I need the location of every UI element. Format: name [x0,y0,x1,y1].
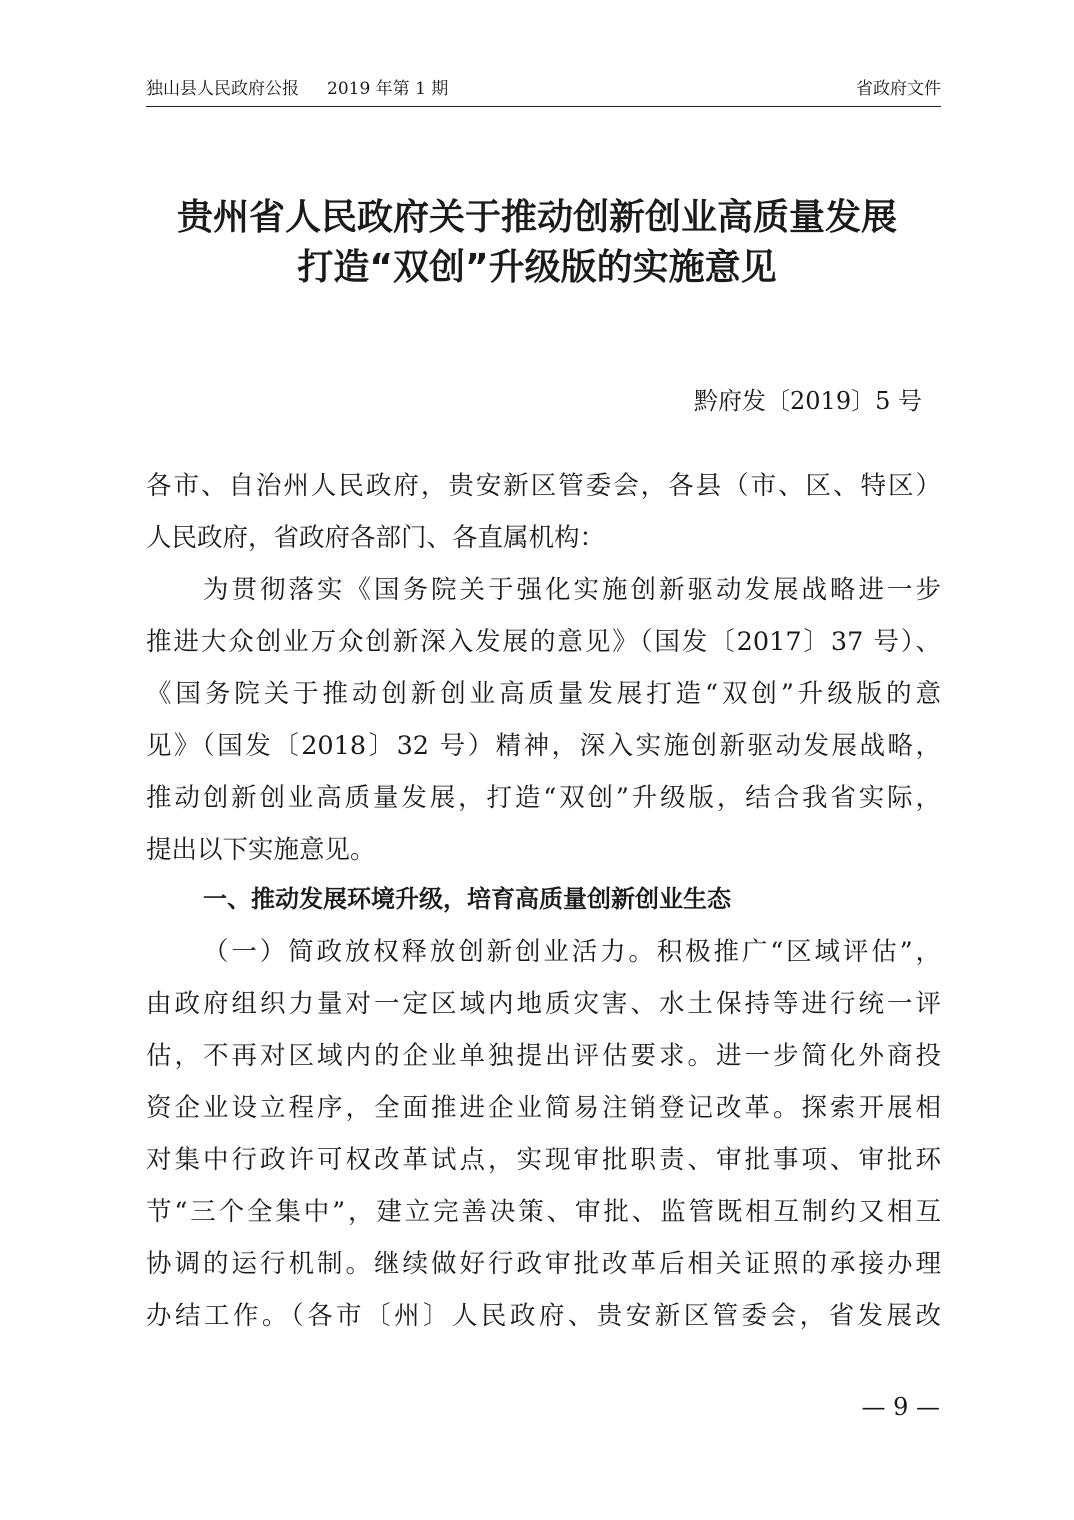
body-line: 对集中行政许可权改革试点，实现审批职责、审批事项、审批环 [146,1145,941,1175]
body-line: 由政府组织力量对一定区域内地质灾害、水土保持等进行统一评 [146,989,941,1019]
section-heading: 一、推动发展环境升级，培育高质量创新创业生态 [203,885,731,913]
running-header [146,78,941,107]
body-line: 协调的运行机制。继续做好行政审批改革后相关证照的承接办理 [146,1249,941,1279]
body-line: 估，不再对区域内的企业单独提出评估要求。进一步简化外商投 [146,1041,941,1071]
page-number: — 9 — [861,1393,940,1421]
document-number: 黔府发〔2019〕5 号 [694,387,922,415]
intro-line: 推进大众创业万众创新深入发展的意见》（国发〔2017〕37 号）、 [146,627,941,657]
body-line: （一）简政放权释放创新创业活力。积极推广“区域评估”， [203,937,941,967]
intro-line: 提出以下实施意见。 [146,835,376,865]
body-line: 节“三个全集中”，建立完善决策、审批、监管既相互制约又相互 [146,1197,941,1227]
intro-line: 为贯彻落实《国务院关于强化实施创新驱动发展战略进一步 [203,575,941,605]
publication-name: 独山县人民政府公报 [146,79,299,99]
issue-number: 2019 年第 1 期 [327,79,449,99]
addressee-line: 各市、自治州人民政府，贵安新区管委会，各县（市、区、特区） [146,471,941,501]
document-title-line-1: 贵州省人民政府关于推动创新创业高质量发展 [176,197,897,238]
document-title-line-2: 打造“双创”升级版的实施意见 [297,247,777,288]
section-name: 省政府文件 [856,79,941,99]
intro-line: 见》（国发〔2018〕32 号）精神，深入实施创新驱动发展战略， [146,731,941,761]
header-left [146,78,448,100]
intro-line: 《国务院关于推动创新创业高质量发展打造“双创”升级版的意 [146,679,941,709]
body-line: 办结工作。（各市〔州〕人民政府、贵安新区管委会，省发展改 [146,1301,941,1331]
intro-line: 推动创新创业高质量发展，打造“双创”升级版，结合我省实际， [146,783,941,813]
body-line: 资企业设立程序，全面推进企业简易注销登记改革。探索开展相 [146,1093,941,1123]
addressee-line: 人民政府，省政府各部门、各直属机构： [146,523,606,553]
